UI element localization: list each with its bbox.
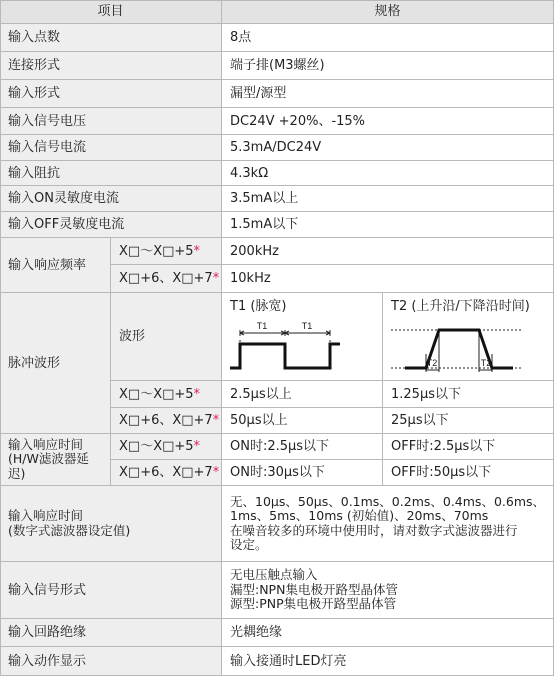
pulse-sub-1 <box>111 381 222 408</box>
digital-value <box>222 486 554 562</box>
signal-form-label: 输入信号形式 <box>0 562 222 619</box>
note-star: * <box>212 413 220 428</box>
freq-sub-1-text: X□～X□+5 <box>119 243 194 259</box>
row-signal-current-value: 5.3mA/DC24V <box>222 135 554 161</box>
pulse-sub-2-text: X□+6、X□+7 <box>119 413 213 428</box>
hw-sub-2 <box>111 460 222 486</box>
row-off-sensitivity-label: 输入OFF灵敏度电流 <box>0 212 222 238</box>
row-signal-voltage-value: DC24V +20%、-15% <box>222 108 554 135</box>
row-impedance-value: 4.3kΩ <box>222 161 554 186</box>
pulse-t1-cell <box>222 293 383 381</box>
isolation-value: 光耦绝缘 <box>222 619 554 647</box>
pulse-t2-cell <box>383 293 554 381</box>
freq-label: 输入响应频率 <box>0 238 111 293</box>
row-connection-label: 连接形式 <box>0 52 222 80</box>
row-off-sensitivity-value: 1.5mA以下 <box>222 212 554 238</box>
digital-label-text: 输入响应时间 (数字式滤波器设定值) <box>8 508 131 538</box>
hw-r2-on: ON时:30μs以下 <box>222 460 383 486</box>
hw-r1-off: OFF时:2.5μs以下 <box>383 434 554 460</box>
t1-pulse-waveform <box>230 318 360 374</box>
pulse-t2-title: T2 (上升沿/下降沿时间) <box>391 299 530 314</box>
freq-sub-2-text: X□+6、X□+7 <box>119 271 213 286</box>
hw-r2-off: OFF时:50μs以下 <box>383 460 554 486</box>
pulse-sub-1-text: X□～X□+5 <box>119 386 194 402</box>
t1-mark-a: T1 <box>256 321 268 331</box>
row-on-sensitivity-value: 3.5mA以上 <box>222 186 554 212</box>
hw-label-text: 输入响应时间 (H/W滤波器延迟) <box>8 436 89 481</box>
indicator-value: 输入接通时LED灯亮 <box>222 647 554 676</box>
row-signal-current-label: 输入信号电流 <box>0 135 222 161</box>
pulse-sub-2 <box>111 408 222 434</box>
hw-sub-2-text: X□+6、X□+7 <box>119 465 213 480</box>
indicator-label: 输入动作显示 <box>0 647 222 676</box>
hw-sub-1 <box>111 434 222 460</box>
header-spec <box>222 0 554 24</box>
digital-label <box>0 486 222 562</box>
t2-mark-b: T2 <box>480 358 492 368</box>
t1-mark-b: T1 <box>301 321 313 331</box>
freq-sub-1 <box>111 238 222 265</box>
freq-sub-2 <box>111 265 222 293</box>
header-item-text: 项目 <box>97 4 124 19</box>
pulse-r1-t2: 1.25μs以下 <box>383 381 554 408</box>
pulse-r1-t1: 2.5μs以上 <box>222 381 383 408</box>
t2-edge-waveform <box>391 318 521 374</box>
row-signal-voltage-label: 输入信号电压 <box>0 108 222 135</box>
row-input-points-value: 8点 <box>222 24 554 52</box>
hw-sub-1-text: X□～X□+5 <box>119 439 194 454</box>
hw-r1-on: ON时:2.5μs以下 <box>222 434 383 460</box>
note-star: * <box>193 439 201 454</box>
row-on-sensitivity-label: 输入ON灵敏度电流 <box>0 186 222 212</box>
t2-mark-a: T2 <box>426 358 438 368</box>
row-input-points-label: 输入点数 <box>0 24 222 52</box>
note-star: * <box>212 465 220 480</box>
pulse-wave-sub: 波形 <box>111 293 222 381</box>
signal-form-value <box>222 562 554 619</box>
freq-val-2: 10kHz <box>222 265 554 293</box>
note-star: * <box>193 243 201 259</box>
note-star: * <box>193 386 201 402</box>
pulse-t1-title: T1 (脉宽) <box>230 299 287 314</box>
row-impedance-label: 输入阻抗 <box>0 161 222 186</box>
pulse-r2-t2: 25μs以下 <box>383 408 554 434</box>
isolation-label: 输入回路绝缘 <box>0 619 222 647</box>
row-connection-value: 端子排(M3螺丝) <box>222 52 554 80</box>
header-item <box>0 0 222 24</box>
signal-form-value-text: 无电压触点输入 漏型:NPN集电极开路型晶体管 源型:PNP集电极开路型晶体管 <box>230 567 398 612</box>
row-input-type-label: 输入形式 <box>0 80 222 108</box>
pulse-label: 脉冲波形 <box>0 293 111 434</box>
note-star: * <box>212 271 220 286</box>
row-input-type-value: 漏型/源型 <box>222 80 554 108</box>
digital-value-text: 无、10μs、50μs、0.1ms、0.2ms、0.4ms、0.6ms、 1ms、5ms、10ms (初始值)、20ms、70ms 在噪音较多的环境中使用时，请对数字式滤波器进行 设定。 <box>230 493 546 552</box>
freq-val-1: 200kHz <box>222 238 554 265</box>
pulse-r2-t1: 50μs以上 <box>222 408 383 434</box>
hw-label <box>0 434 111 486</box>
header-spec-text: 规格 <box>374 4 401 19</box>
